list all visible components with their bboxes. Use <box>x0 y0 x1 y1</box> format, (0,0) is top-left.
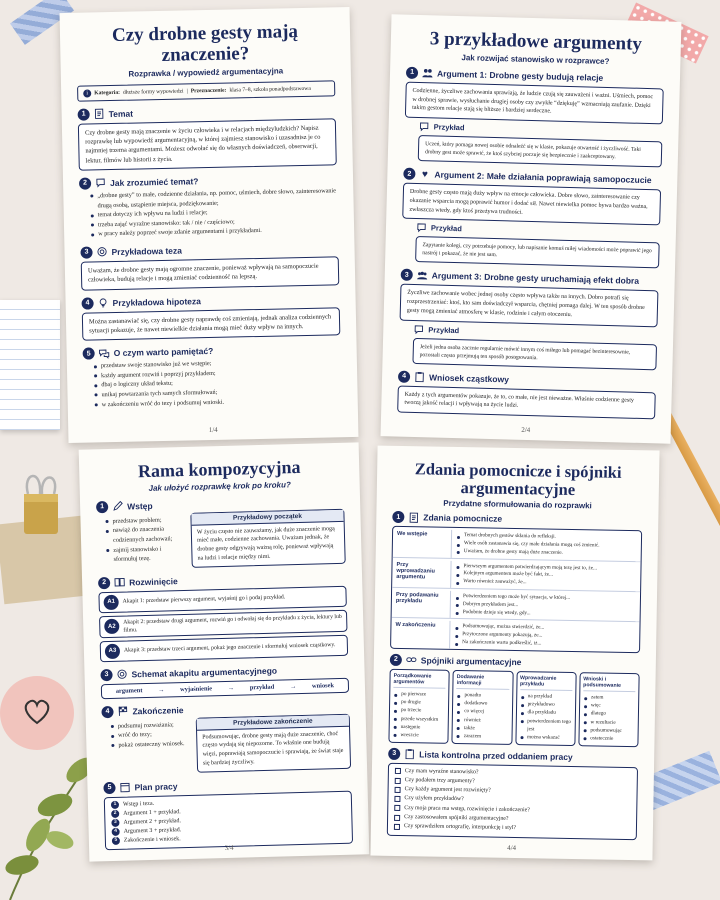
scheme-step: przykład <box>249 683 275 692</box>
row-items <box>451 530 641 561</box>
group-title: Wnioski i podsumowanie <box>583 676 636 692</box>
helper-table <box>390 526 642 653</box>
page-2 <box>381 14 682 443</box>
list-item: Podsumowując, można stwierdzić, że... <box>454 623 635 634</box>
checklist-text: Czy każdy argument jest rozwinięty? <box>404 786 491 794</box>
ending-list <box>102 720 191 775</box>
section-title: Wstęp <box>127 500 153 512</box>
scheme-flow <box>101 678 349 699</box>
section-title: Rozwinięcie <box>129 575 178 588</box>
section-understand <box>79 172 338 239</box>
section-scheme <box>100 663 349 699</box>
section-number: 2 <box>403 168 415 180</box>
page-subtitle: Jak rozwijać stanowisko w rozprawce? <box>461 53 610 66</box>
paragraph-badge: A1 <box>103 594 118 609</box>
checklist-text: Czy sprawdziłem ortografię, interpunkcję i styl? <box>403 823 517 832</box>
page-number: 2/4 <box>521 425 531 435</box>
list-item: Dobrym przykładem jest... <box>455 601 636 612</box>
list-item: po trzecie <box>393 706 445 715</box>
checklist-text: Czy podałem trzy argumenty? <box>404 777 475 785</box>
argument-body: Drobne gesty często mają duży wpływ na emocje człowieka. Dobre słowo, zainteresowanie czy okazanie wsparcia mogą poprawić humor i dodać sił. Nawet niewielka pomoc bywa bardzo ważna, zwłaszcza wtedy, gdy ktoś przeżywa trudności. <box>402 183 661 226</box>
page-title: 3 przykładowe argumenty <box>429 28 643 55</box>
page-subtitle: Rozprawka / wypowiedź argumentacyjna <box>128 66 284 79</box>
list-item: podsumuj rozważania; <box>110 720 190 732</box>
connective-group <box>388 669 450 744</box>
list-item: dbaj o logiczny układ tekstu; <box>93 376 341 391</box>
example-body: Podsumowując, drobne gesty mają duże znaczenie, choć często wydają się niepozorne. To właśnie one budują więzi, poprawiają samopoczucie i sprawiają, że świat staje się bardziej życzliwy. <box>202 730 344 767</box>
list-item: dodatkowo <box>456 699 508 708</box>
document-icon <box>94 108 105 119</box>
section-plan <box>103 775 353 849</box>
list-item: również <box>456 715 508 724</box>
section-number: 1 <box>96 501 108 513</box>
section-number: 5 <box>103 781 115 793</box>
lightbulb-icon <box>97 297 108 308</box>
paragraph-text: Akapit 1: przedstaw pierwszy argument, wyjaśnij go i podaj przykład. <box>122 594 286 605</box>
section-number: 1 <box>406 67 418 79</box>
checkbox[interactable] <box>394 824 400 830</box>
checkbox[interactable] <box>395 787 401 793</box>
plan-text: Argument 3 + przykład. <box>123 826 182 835</box>
intro-example-box <box>190 509 345 568</box>
list-item: więc <box>583 702 635 711</box>
heart-icon: ♥ <box>421 168 429 180</box>
chat-bubbles-icon <box>99 348 110 359</box>
thesis-box: Uważam, że drobne gesty mają ogromne znaczenie, ponieważ wpływają na samopoczucie człowieka, budują relacje i mogą zmieniać codzienność na lepszą. <box>81 256 340 290</box>
plan-number: 1 <box>111 801 119 809</box>
table-row <box>392 588 640 623</box>
page-number: 3/4 <box>224 843 234 853</box>
page-subtitle: Jak ułożyć rozprawkę krok po kroku? <box>148 479 291 493</box>
conclusion-box: Każdy z tych argumentów pokazuje, że to, co małe, nie jest nieważne. Właśnie codzienne gesty tworzą jakość relacji i wpływają na życie ludzi. <box>397 385 656 419</box>
section-hypothesis <box>81 292 340 341</box>
section-number: 2 <box>79 177 91 189</box>
section-title: Lista kontrolna przed oddaniem pracy <box>419 749 573 762</box>
list-item: nawiąż do znaczenia codziennych zachowań; <box>105 524 185 545</box>
list-item: przykładowo <box>520 700 572 709</box>
connective-group <box>578 672 640 747</box>
section-title: Przykładowa teza <box>111 245 183 257</box>
speech-bubble-icon <box>95 178 106 189</box>
page-title: Rama kompozycyjna <box>137 456 301 482</box>
speech-bubble-icon <box>419 121 430 132</box>
page-1 <box>60 7 359 443</box>
section-title: Jak zrozumieć temat? <box>109 176 199 188</box>
row-label: Przy wprowadzaniu argumentu <box>396 561 436 581</box>
argument-title: Argument 1: Drobne gesty budują relacje <box>436 68 604 83</box>
checklist-text: Czy moja praca ma wstęp, rozwinięcie i zakończenie? <box>404 804 530 814</box>
table-row <box>392 558 640 593</box>
section-number: 3 <box>401 269 413 281</box>
example-title: Przykład <box>433 122 465 133</box>
list-item: Uważam, że drobne gesty mają duże znaczenie. <box>456 548 637 559</box>
scheme-step: wniosek <box>311 681 335 690</box>
scheme-step: argument <box>115 686 143 695</box>
list-item: Przytoczone argumenty pokazują, że... <box>454 631 635 642</box>
meta-category-value: dłuższe formy wypowiedzi <box>122 88 184 96</box>
argument-1 <box>404 67 664 168</box>
list-item: każdy argument rozwiń i poprzyj przykładem; <box>93 366 341 381</box>
paragraph-row <box>100 635 348 662</box>
remember-list <box>83 356 342 409</box>
checkbox[interactable] <box>395 777 401 783</box>
scheme-step: wyjaśnienie <box>180 685 213 693</box>
list-item: wróć do tezy; <box>110 729 190 741</box>
group-title: Porządkowanie argumentów <box>393 673 446 689</box>
list-item: przedstaw swoje stanowisko już we wstępie; <box>93 356 341 371</box>
topic-box: Czy drobne gesty mają znaczenie w życiu człowieka i w relacjach międzyludzkich? Napisz rozprawkę lub wypowiedź argumentacyjną, w której zajmiesz stanowisko i uzasadnisz je co najmniej trzema argumentami. Możesz odwołać się do własnych doświadczeń, obserwacji, lektur, filmów lub historii z życia. <box>78 118 337 171</box>
hypothesis-box: Można zastanawiać się, czy drobne gesty naprawdę coś zmieniają, jednak analiza codziennych sytuacji pokazuje, że nawet niewielkie działania mogą mieć duży wpływ na innych. <box>82 307 341 341</box>
example-title: Przykład <box>428 324 460 335</box>
list-item: zarazem <box>456 732 508 741</box>
target-icon <box>116 669 127 680</box>
section-connectives <box>388 654 640 747</box>
understand-list <box>79 186 338 239</box>
section-intro <box>96 495 346 570</box>
checkbox[interactable] <box>394 815 400 821</box>
section-number: 5 <box>83 348 95 360</box>
example-box: Uczeń, który pomaga nowej osobie odnaleźć się w klasie, pokazuje otwartość i życzliwość. Taki drobny gest może sprawić, że ktoś szybciej poczuje się bezpiecznie i zaakceptowany. <box>418 135 663 168</box>
section-helper-sentences <box>390 511 642 653</box>
pen-icon <box>112 501 123 512</box>
page-subtitle: Przydatne sformułowania do rozprawki <box>443 499 592 511</box>
heart-icon <box>22 697 52 730</box>
page-title: Zdania pomocnicze i spójniki argumentacyjne <box>414 459 622 500</box>
group-title: Dodawanie informacji <box>457 674 510 690</box>
paragraph-rows <box>98 585 348 662</box>
list-item: po pierwsze <box>393 690 445 699</box>
list-item: po drugie <box>393 698 445 707</box>
table-row <box>391 618 639 652</box>
arrow-right-icon: → <box>227 684 235 692</box>
intro-list <box>96 515 185 570</box>
list-item: w rezultacie <box>582 718 634 727</box>
section-title: Schemat akapitu argumentacyjnego <box>131 665 278 680</box>
section-title: Zdania pomocnicze <box>423 512 503 525</box>
paragraph-row <box>98 585 346 612</box>
connective-group <box>515 671 577 746</box>
book-icon <box>114 577 125 588</box>
group-items <box>582 694 635 743</box>
list-item: w pracy należy poprzeć swoje zdanie argumentami i przykładami. <box>90 225 338 240</box>
section-title: Temat <box>108 108 134 119</box>
list-item: Kolejnym argumentem może być fakt, że... <box>455 570 636 581</box>
meta-bar <box>77 80 335 101</box>
section-number: 4 <box>81 297 93 309</box>
list-item: Warto również zauważyć, że... <box>455 578 636 589</box>
meta-target-label: Przeznaczenie: <box>190 87 227 95</box>
people-icon <box>422 67 433 78</box>
section-topic <box>78 103 337 171</box>
list-item: wreszcie <box>392 731 444 740</box>
list-item: także <box>456 724 508 733</box>
list-item: trzeba zająć wyraźne stanowisko: tak / nie / częściowo; <box>90 215 338 230</box>
plan-number: 2 <box>111 810 119 818</box>
list-item: temat dotyczy ich wpływu na ludzi i relacje; <box>90 205 338 220</box>
checklist-box <box>387 762 638 839</box>
list-item: można wskazać <box>519 733 571 742</box>
target-icon <box>96 247 107 258</box>
example-title: Przykładowy początek <box>191 510 343 526</box>
arrow-right-icon: → <box>157 686 165 694</box>
clipboard-icon <box>404 748 415 759</box>
page-number: 4/4 <box>507 843 517 853</box>
connective-group <box>452 670 514 745</box>
section-thesis <box>80 241 339 290</box>
connective-groups <box>388 669 639 747</box>
argument-2 <box>401 168 661 269</box>
section-title: Przykładowa hipoteza <box>112 295 202 308</box>
plan-text: Argument 2 + przykład. <box>123 817 182 826</box>
section-number: 3 <box>388 747 400 759</box>
plan-text: Wstęp i teza. <box>122 800 155 808</box>
list-item: potwierdzeniem tego jest <box>519 717 572 734</box>
document-icon <box>408 512 419 523</box>
group-items <box>519 692 572 741</box>
list-item: na przykład <box>520 692 572 701</box>
list-item: pokaż ostateczny wniosek. <box>110 739 190 751</box>
section-number: 2 <box>98 577 110 589</box>
speech-bubble-icon <box>416 222 427 233</box>
example-box: Zapytanie kolegi, czy potrzebuje pomocy, lub napisanie komuś miłej wiadomości może poprawić jego nastrój i pokazać, że nie jest sam. <box>415 236 660 269</box>
row-items <box>450 591 640 622</box>
section-title: Zakończenie <box>132 704 184 717</box>
list-item: dla przykładu <box>519 709 571 718</box>
list-item: co więcej <box>456 707 508 716</box>
example-body: W życiu często nie zauważamy, jak duże znaczenie mogą mieć małe, codzienne zachowania. Uważam jednak, że drobne gesty odgrywają ważną rolę, ponieważ wpływają na ludzi i relacje między nimi. <box>196 525 335 562</box>
list-item: podsumowując <box>582 726 634 735</box>
list-item: Temat drobnych gestów skłania do refleksji. <box>456 532 637 543</box>
list-item: zatem <box>583 694 635 703</box>
ending-example-box <box>196 713 351 772</box>
section-number: 2 <box>390 654 402 666</box>
section-number: 1 <box>78 108 90 120</box>
clipboard-icon <box>414 371 425 382</box>
section-title: Plan pracy <box>134 780 178 792</box>
plan-number: 4 <box>112 828 120 836</box>
group-title: Wprowadzanie przykładu <box>520 675 573 691</box>
list-item: ostatecznie <box>582 734 634 743</box>
heart-sticker <box>0 676 74 750</box>
group-items <box>392 690 445 739</box>
section-number: 3 <box>100 669 112 681</box>
arrow-right-icon: → <box>289 682 297 691</box>
paragraph-text: Akapit 3: przedstaw trzeci argument, pokaż jego znaczenie i sformułuj wniosek cząstkowy. <box>123 642 336 654</box>
group-items <box>456 691 509 740</box>
page-title: Czy drobne gesty mają znaczenie? <box>111 21 299 66</box>
example-box: Jeżeli jedna osoba zacznie regularnie mówić innym coś miłego lub pomagać bezinteresownie, pozostali często przejmują ten sposób postępowania. <box>412 337 657 370</box>
argument-title: Argument 3: Drobne gesty uruchamiają efekt dobra <box>431 270 640 287</box>
list-item: Pierwszym argumentem potwierdzającym moją tezę jest to, że... <box>455 563 636 574</box>
section-title: O czym warto pamiętać? <box>113 346 214 359</box>
list-item: zajmij stanowisko i sformułuj tezę. <box>105 544 185 565</box>
checkbox[interactable] <box>394 796 400 802</box>
list-item: unikaj powtarzania tych samych sformułowań; <box>93 385 341 400</box>
argument-3 <box>398 269 658 370</box>
list-item: Potwierdzeniem tego może być sytuacja, w której... <box>455 593 636 604</box>
list-item: dlatego <box>583 710 635 719</box>
row-label: W zakończeniu <box>395 622 436 630</box>
meta-category-label: Kategoria: <box>94 89 121 97</box>
row-label: We wstępie <box>397 531 428 538</box>
list-item: Na zakończenie warto podkreślić, iż... <box>454 639 635 650</box>
plan-number: 3 <box>111 819 119 827</box>
section-number: 4 <box>398 370 410 382</box>
checkbox[interactable] <box>395 768 401 774</box>
list-item: przedstaw problem; <box>104 515 184 527</box>
paragraph-badge: A3 <box>105 643 120 658</box>
calendar-icon <box>119 782 130 793</box>
row-items <box>449 621 639 652</box>
row-items <box>450 561 640 592</box>
speech-bubble-icon <box>413 323 424 334</box>
list-item: następnie <box>393 722 445 731</box>
list-item: ponadto <box>456 691 508 700</box>
paragraph-row <box>99 609 347 638</box>
plan-text: Zakończenie i wniosek. <box>123 835 181 844</box>
section-checklist <box>387 747 638 839</box>
row-label: Przy podawaniu przykładu <box>395 591 439 605</box>
checklist-text: Czy użyłem przykładów? <box>404 795 464 803</box>
section-body <box>98 570 348 662</box>
argument-title: Argument 2: Małe działania poprawiają samopoczucie <box>434 169 652 186</box>
plan-number: 5 <box>112 837 120 845</box>
table-row <box>393 527 641 562</box>
page-4 <box>370 446 659 861</box>
group-icon <box>417 270 428 281</box>
section-number: 3 <box>80 246 92 258</box>
meta-separator: | <box>186 88 188 95</box>
checklist-text: Czy zastosowałem spójniki argumentacyjne? <box>404 814 509 822</box>
binder-clip <box>20 470 62 540</box>
section-number: 4 <box>101 706 113 718</box>
paragraph-text: Akapit 2: przedstaw drugi argument, rozwiń go i odwołaj się do przykładu z życia, lektury lub filmu. <box>123 613 342 634</box>
list-item: „drobne gesty” to małe, codzienne działania, np. pomoc, uśmiech, dobre słowo, zainteresowanie drugą osobą, ustąpienie miejsca, podziękowanie; <box>89 186 337 210</box>
section-number: 1 <box>392 511 404 523</box>
list-item: Wiele osób zastanawia się, czy małe działania mogą coś zmienić. <box>456 540 637 551</box>
paragraph-badge: A2 <box>104 619 119 634</box>
checklist-text: Czy mam wyraźne stanowisko? <box>404 767 479 776</box>
argument-body: Codzienne, życzliwe zachowania sprawiają, że ludzie czują się zauważeni i ważni. Uśmiech, pomoc w drobnej sprawie, wysłuchanie drugiej osoby czy zwykłe “dziękuję” wzmacniają zaufanie. Dzięki takim gestom relacje stają się bliższe i bardziej serdeczne. <box>405 82 664 125</box>
section-title: Spójniki argumentacyjne <box>420 655 522 667</box>
finish-flag-icon <box>117 706 128 717</box>
list-item: przede wszystkim <box>393 714 445 723</box>
list-item: w zakończeniu wróć do tezy i podsumuj wnioski. <box>94 395 342 410</box>
example-title: Przykładowe zakończenie <box>197 715 349 731</box>
notebook-paper <box>0 300 60 430</box>
example-title: Przykład <box>430 223 462 234</box>
link-icon <box>406 654 417 665</box>
plan-text: Argument 1 + przykład. <box>123 808 181 817</box>
checkbox[interactable] <box>394 805 400 811</box>
page-3 <box>79 442 370 861</box>
conclusion <box>397 370 656 419</box>
meta-target-value: klasa 7–8, szkoła ponadpodstawowa <box>229 85 311 94</box>
section-remember <box>83 342 342 409</box>
page-number: 1/4 <box>208 425 218 435</box>
section-title: Wniosek cząstkowy <box>428 372 510 385</box>
argument-body: Życzliwe zachowanie wobec jednej osoby często wpływa także na innych. Dobro potrafi się rozprzestrzeniać: ktoś, kto sam doświadczył wsparcia, chętniej pomaga dalej. W ten sposób drobne gesty mogą zmieniać atmosferę w klasie, rodzinie i całym otoczeniu. <box>400 284 659 327</box>
list-item: Podobnie dzieje się wtedy, gdy... <box>455 609 636 620</box>
info-icon: i <box>83 89 91 97</box>
section-ending <box>101 700 351 775</box>
